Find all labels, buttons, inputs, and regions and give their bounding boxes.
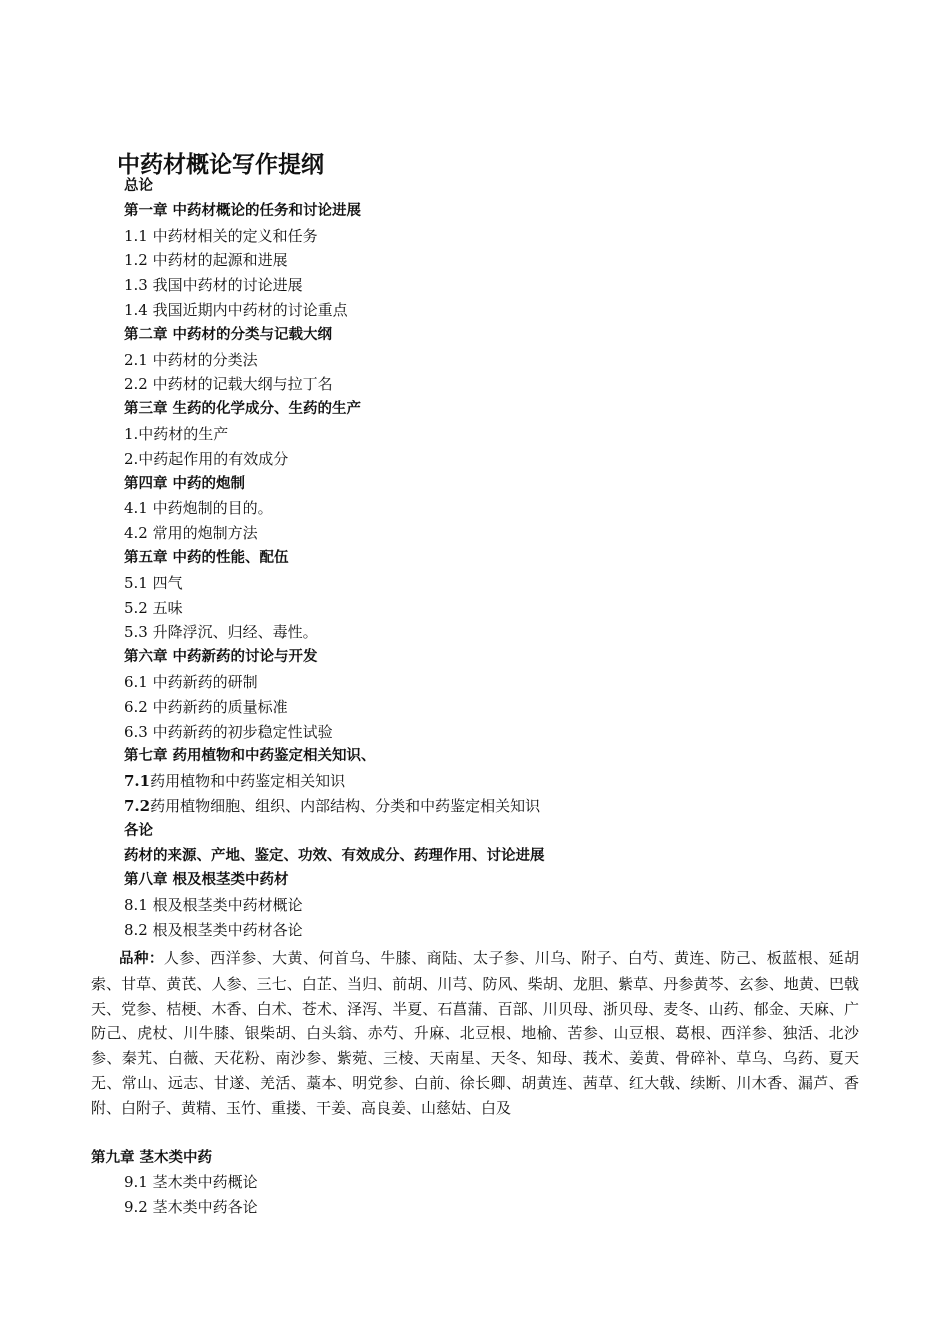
varieties-paragraph (91, 946, 859, 1121)
outline-item: 9.1 茎木类中药概论 (124, 1173, 258, 1191)
outline-item: 2.1 中药材的分类法 (124, 350, 258, 369)
outline-heading: 第一章 中药材概论的任务和讨论进展 (124, 202, 362, 219)
outline-item (124, 769, 864, 794)
outline-item: 1.3 我国中药材的讨论进展 (124, 276, 303, 295)
chapter-nine-heading: 第九章 茎木类中药 (91, 1150, 213, 1166)
outline-heading: 第二章 中药材的分类与记载大纲 (124, 326, 333, 343)
outline-item-text: 药用植物和中药鉴定相关知识 (150, 772, 346, 791)
outline-list (124, 174, 864, 943)
outline-item: 6.2 中药新药的质量标准 (124, 697, 288, 716)
outline-item: 1.中药材的生产 (124, 424, 229, 443)
outline-heading: 药材的来源、产地、鉴定、功效、有效成分、药理作用、讨论进展 (124, 847, 545, 864)
outline-item: 4.2 常用的炮制方法 (124, 524, 258, 543)
outline-item: 1.4 我国近期内中药材的讨论重点 (124, 300, 348, 319)
outline-item: 1.2 中药材的起源和进展 (124, 251, 288, 270)
outline-item: 6.3 中药新药的初步稳定性试验 (124, 722, 333, 741)
outline-item: 1.1 中药材相关的定义和任务 (124, 226, 318, 245)
outline-heading: 第三章 生药的化学成分、生药的生产 (124, 401, 362, 418)
outline-item: 2.2 中药材的记载大纲与拉丁名 (124, 375, 333, 394)
outline-item: 8.2 根及根茎类中药材各论 (124, 920, 303, 939)
outline-item-text: 药用植物细胞、组织、内部结构、分类和中药鉴定相关知识 (150, 796, 541, 815)
outline-heading: 总论 (124, 178, 153, 194)
document-title: 中药材概论写作提纲 (117, 152, 324, 178)
outline-item: 8.1 根及根茎类中药材概论 (124, 896, 303, 915)
outline-heading: 第七章 药用植物和中药鉴定相关知识、 (124, 748, 376, 765)
outline-item: 2.中药起作用的有效成分 (124, 449, 289, 468)
outline-heading: 各论 (124, 822, 153, 839)
outline-heading: 第五章 中药的性能、配伍 (124, 549, 289, 566)
varieties-label: 品种： (119, 951, 164, 967)
outline-item: 5.3 升降浮沉、归经、毒性。 (124, 623, 318, 642)
outline-item: 6.1 中药新药的研制 (124, 672, 258, 691)
outline-item: 9.2 茎木类中药各论 (124, 1197, 258, 1216)
varieties-text: 人参、西洋参、大黄、何首乌、牛膝、商陆、太子参、川乌、附子、白芍、黄连、防己、板蓝根、延胡索、甘草、黄芪、人参、三七、白芷、当归、前胡、川芎、防风、柴胡、龙胆、紫草、丹参黄芩、玄参、地黄、巴戟天、党参、桔梗、木香、白术、苍术、泽泻、半夏、石菖蒲、百部、川贝母、浙贝母、麦冬、山药、郁金、天麻、广防己、虎杖、川牛膝、银柴胡、白头翁、赤芍、升麻、北豆根、地榆、苦参、山豆根、葛根、西洋参、独活、北沙参、秦艽、白薇、天花粉、南沙参、紫菀、三棱、天南星、天冬、知母、莪术、姜黄、骨碎补、草乌、乌药、夏天无、常山、远志、甘遂、羌活、藁本、明党参、白前、徐长卿、胡黄连、茜草、红大戟、续断、川木香、漏芦、香附、白附子、黄精、玉竹、重搂、干姜、高良姜、山慈姑、白及 (91, 949, 859, 1117)
outline-item (124, 794, 864, 819)
outline-item: 5.1 四气 (124, 573, 183, 592)
outline-heading: 第八章 根及根茎类中药材 (124, 872, 289, 889)
outline-heading: 第六章 中药新药的讨论与开发 (124, 649, 318, 666)
chapter-nine-items (124, 1170, 258, 1220)
outline-item-number: 7.2 (124, 796, 151, 815)
outline-heading: 第四章 中药的炮制 (124, 475, 246, 492)
outline-item: 5.2 五味 (124, 598, 183, 617)
outline-item-number: 7.1 (124, 772, 151, 791)
outline-item: 4.1 中药炮制的目的。 (124, 499, 273, 518)
